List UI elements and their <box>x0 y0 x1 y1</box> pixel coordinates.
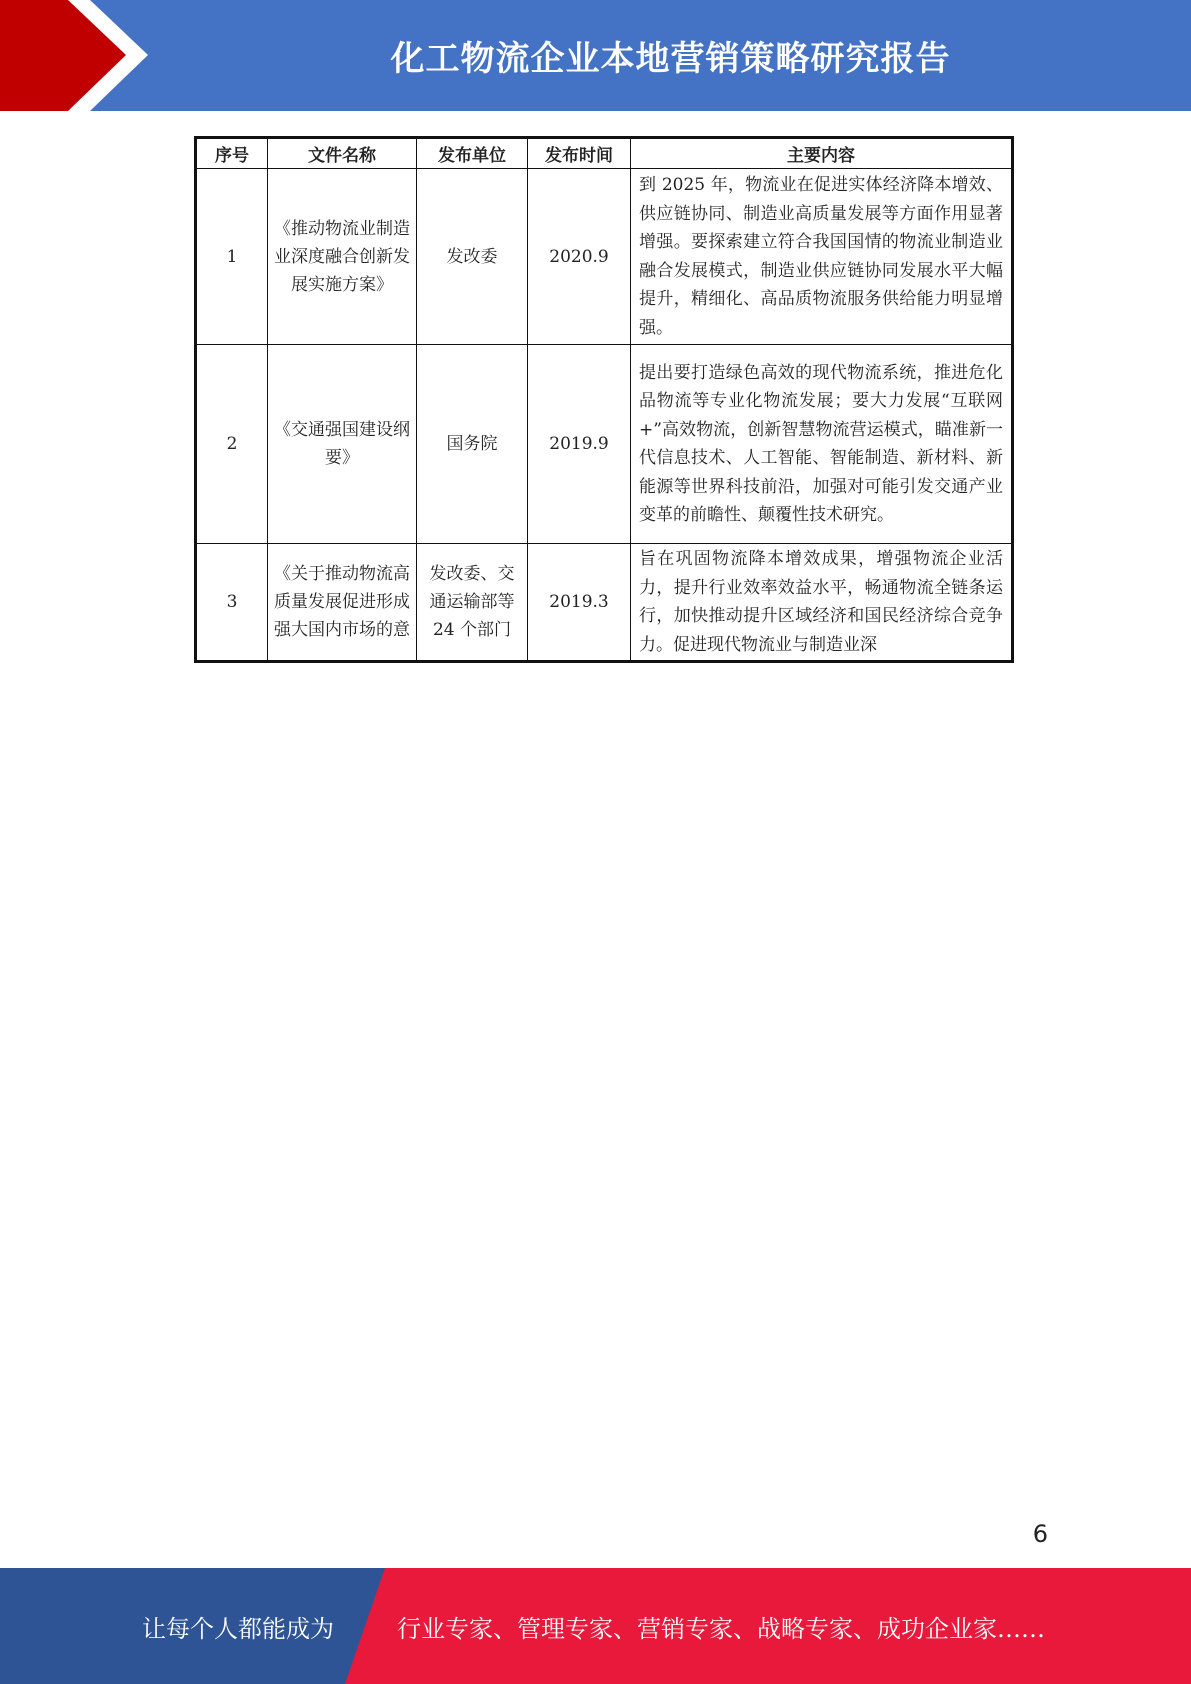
cell-content-text: 旨在巩固物流降本增效成果，增强物流企业活力，提升行业效率效益水平，畅通物流全链条运行，加快推动提升区域经济和国民经济综合竞争力。促进现代物流业与制造业深 <box>639 549 1003 655</box>
cell-date: 2020.9 <box>528 169 631 345</box>
footer-slogan-left: 让每个人都能成为 <box>142 1614 334 1643</box>
header-name: 文件名称 <box>268 138 417 169</box>
cell-name: 《推动物流业制造业深度融合创新发展实施方案》 <box>268 169 417 345</box>
table-row <box>196 345 1013 544</box>
cell-no: 3 <box>196 544 268 662</box>
cell-org: 发改委 <box>417 169 528 345</box>
cell-no: 2 <box>196 345 268 544</box>
report-title: 化工物流企业本地营销策略研究报告 <box>390 39 951 79</box>
table-header-row <box>196 138 1013 169</box>
cell-content: 到 2025 年，物流业在促进实体经济降本增效、供应链协同、制造业高质量发展等方面作用显著增强。要探索建立符合我国国情的物流业制造业融合发展模式，制造业供应链协同发展水平大幅提升，精细化、高品质物流服务供给能力明显增强。 <box>631 169 1013 345</box>
cell-date: 2019.3 <box>528 544 631 662</box>
cell-content <box>631 544 1013 662</box>
cell-org: 发改委、交通运输部等 24 个部门 <box>417 544 528 662</box>
header-content: 主要内容 <box>631 138 1013 169</box>
header-banner <box>0 0 1191 111</box>
header-org: 发布单位 <box>417 138 528 169</box>
chevron-emblem-icon <box>0 0 160 111</box>
cell-content: 提出要打造绿色高效的现代物流系统，推进危化品物流等专业化物流发展；要大力发展“互联网+”高效物流，创新智慧物流营运模式，瞄准新一代信息技术、人工智能、智能制造、新材料、新能源等世界科技前沿，加强对可能引发交通产业变革的前瞻性、颠覆性技术研究。 <box>631 345 1013 544</box>
cell-org: 国务院 <box>417 345 528 544</box>
table-row <box>196 544 1013 662</box>
cell-name: 《交通强国建设纲要》 <box>268 345 417 544</box>
footer-slogan-right: 行业专家、管理专家、营销专家、战略专家、成功企业家…… <box>397 1614 1045 1643</box>
table-row <box>196 169 1013 345</box>
cell-name-text: 《关于推动物流高质量发展促进形成强大国内市场的意 <box>274 564 410 640</box>
cell-no: 1 <box>196 169 268 345</box>
page-number: 6 <box>1032 1520 1048 1548</box>
header-no: 序号 <box>196 138 268 169</box>
policy-table <box>194 136 1014 663</box>
cell-name <box>268 544 417 662</box>
cell-date: 2019.9 <box>528 345 631 544</box>
footer-banner <box>0 1568 1191 1684</box>
header-date: 发布时间 <box>528 138 631 169</box>
